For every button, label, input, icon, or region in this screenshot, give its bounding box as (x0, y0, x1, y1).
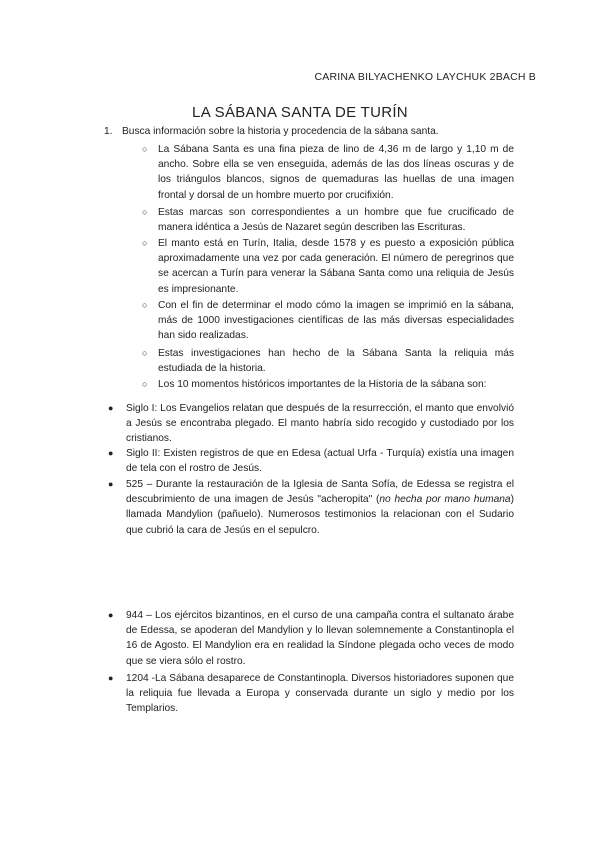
moment-text: Siglo I: Los Evangelios relatan que después de la resurrección, el manto que envolvió a Jesús se encontraba plegado. El manto habría sido recogido y custodiado por los cristianos. (126, 403, 514, 445)
question-text: Busca información sobre la historia y procedencia de la sábana santa. (122, 126, 439, 137)
sub-item-text: Los 10 momentos históricos importantes de la Historia de la sábana son: (158, 379, 487, 390)
history-moment (108, 477, 514, 538)
question-number: 1. (104, 126, 113, 137)
bullet-icon: ● (108, 479, 114, 489)
history-moment (108, 446, 514, 476)
history-moment (108, 401, 514, 447)
document-title: LA SÁBANA SANTA DE TURÍN (192, 104, 408, 121)
sub-item (142, 236, 514, 297)
sub-item (142, 377, 514, 392)
hollow-bullet-icon: ○ (142, 348, 148, 358)
sub-item-text: Con el fin de determinar el modo cómo la imagen se imprimió en la sábana, más de 1000 investigaciones científicas de las más diversas especialidades han sido realizadas. (158, 300, 514, 342)
sub-item-text: Estas marcas son correspondientes a un hombre que fue crucificado de manera idéntica a Jesús de Nazaret según describen las Escrituras. (158, 207, 514, 234)
history-moment (108, 671, 514, 717)
moment-text-italic: no hecha por mano humana (379, 494, 511, 506)
sub-item (142, 346, 514, 376)
bullet-icon: ● (108, 448, 114, 458)
moment-text-end: ) llamada Mandylion (pañuelo). Numerosos testimonios la relacionan con el Sudario que cubrió la cara de Jesús en el sepulcro. (126, 494, 514, 536)
moment-text-start: 525 – Durante la restauración de la Iglesia de Santa Sofía, de Edessa se registra el descubrimiento de una imagen de Jesús "acheropita" ( (126, 479, 514, 506)
sub-item-text: Estas investigaciones han hecho de la Sábana Santa la reliquia más estudiada de la historia. (158, 348, 514, 375)
author-header: CARINA BILYACHENKO LAYCHUK 2BACH B (314, 71, 536, 83)
sub-item (142, 205, 514, 235)
bullet-icon: ● (108, 403, 114, 413)
sub-item-text: La Sábana Santa es una fina pieza de lino de 4,36 m de largo y 1,10 m de ancho. Sobre ella se ven enseguida, además de las dos líneas oscuras y de los triángulos blancos, signos de quemaduras las huellas de una imagen frontal y dorsal de un hombre muerto por crucifixión. (158, 144, 514, 201)
moment-text: 1204 -La Sábana desaparece de Constantinopla. Diversos historiadores suponen que la reliquia fue llevada a Europa y conservada durante un siglo y medio por los Templarios. (126, 673, 514, 715)
bullet-icon: ● (108, 673, 114, 683)
moment-text: Siglo II: Existen registros de que en Edesa (actual Urfa - Turquía) existía una imagen de tela con el rostro de Jesús. (126, 448, 514, 475)
sub-item-text: El manto está en Turín, Italia, desde 1578 y es puesto a exposición pública aproximadamente una vez por cada generación. El número de peregrinos que se acercan a Turín para venerar la Sábana Santa como una reliquia de Jesús es impresionante. (158, 238, 514, 295)
hollow-bullet-icon: ○ (142, 144, 148, 154)
hollow-bullet-icon: ○ (142, 238, 148, 248)
hollow-bullet-icon: ○ (142, 379, 148, 389)
hollow-bullet-icon: ○ (142, 300, 148, 310)
sub-item (142, 298, 514, 344)
bullet-icon: ● (108, 610, 114, 620)
history-moment (108, 608, 514, 669)
moment-text: 944 – Los ejércitos bizantinos, en el curso de una campaña contra el sultanato árabe de Edessa, se apoderan del Mandylion y lo llevan solemnemente a Constantinopla el 16 de Agosto. El Mandylion era en realidad la Síndone plegada ocho veces de modo que se viera sólo el rostro. (126, 610, 514, 667)
hollow-bullet-icon: ○ (142, 207, 148, 217)
sub-item (142, 142, 514, 203)
